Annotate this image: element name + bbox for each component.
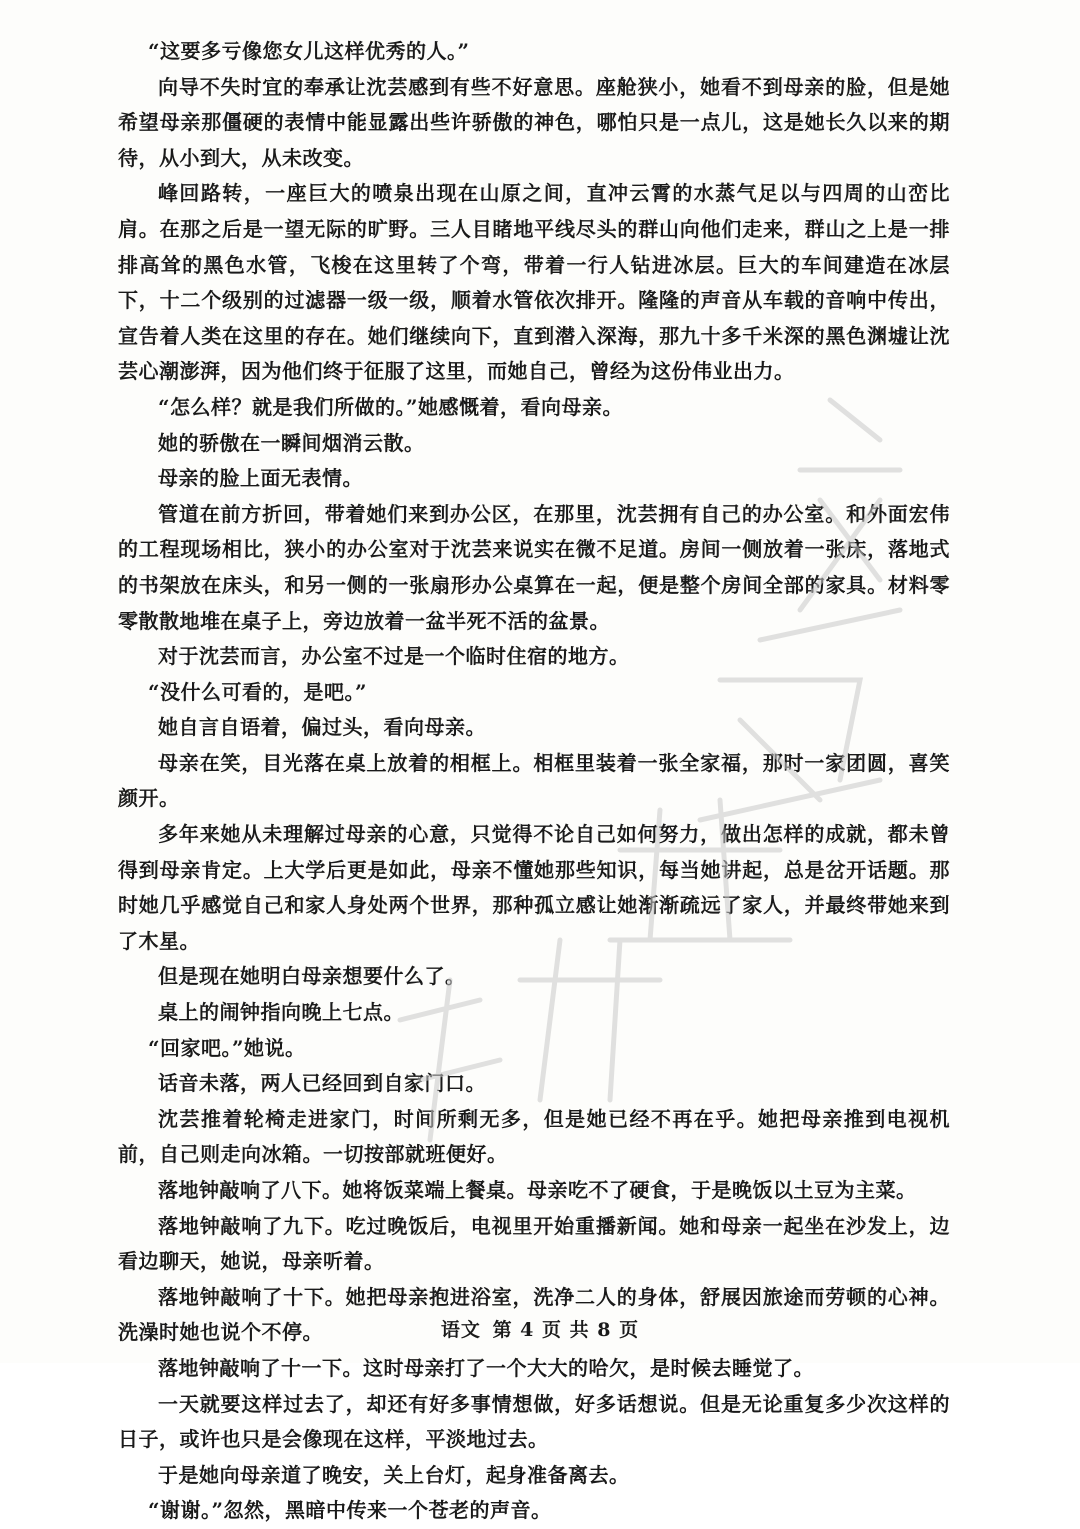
- paragraph: 母亲在笑，目光落在桌上放着的相框上。相框里装着一张全家福，那时一家团圆，喜笑颜开。: [118, 750, 950, 811]
- paragraph: 峰回路转，一座巨大的喷泉出现在山原之间，直冲云霄的水蒸气足以与四周的山峦比肩。在那之后是一望无际的旷野。三人目睹地平线尽头的群山向他们走来，群山之上是一排排高耸的黑色水管，飞梭在这里转了个弯，带着一行人钻进冰层。巨大的车间建造在冰层下，十二个级别的过滤器一级一级，顺着水管依次排开。隆隆的声音从车载的音响中传出，宣告着人类在这里的存在。她们继续向下，直到潜入深海，那九十多千米深的黑色渊墟让沈芸心潮澎湃，因为他们终于征服了这里，而她自己，曾经为这份伟业出力。: [118, 181, 950, 384]
- article-body: [118, 34, 950, 1529]
- paragraph: 一天就要这样过去了，却还有好多事情想做，好多话想说。但是无论重复多少次这样的日子，或许也只是会像现在这样，平淡地过去。: [118, 1391, 950, 1452]
- paragraph: “回家吧。”她说。: [148, 1035, 306, 1060]
- paragraph: “没什么可看的，是吧。”: [148, 679, 368, 704]
- paragraph: “这要多亏像您女儿这样优秀的人。”: [148, 39, 470, 63]
- paragraph: 落地钟敲响了十一下。这时母亲打了一个大大的哈欠，是时候去睡觉了。: [158, 1355, 814, 1380]
- paragraph: 落地钟敲响了十下。她把母亲抱进浴室，洗净二人的身体，舒展因旅途而劳顿的心神。洗澡时她也说个不停。: [118, 1284, 950, 1345]
- paragraph: 落地钟敲响了九下。吃过晚饭后，电视里开始重播新闻。她和母亲一起坐在沙发上，边看边聊天，她说，母亲听着。: [118, 1213, 950, 1274]
- paragraph: 向导不失时宜的奉承让沈芸感到有些不好意思。座舱狭小，她看不到母亲的脸，但是她希望母亲那僵硬的表情中能显露出些许骄傲的神色，哪怕只是一点儿，这是她长久以来的期待，从小到大，从未改变。: [118, 74, 950, 170]
- paragraph: 母亲的脸上面无表情。: [158, 466, 363, 491]
- paragraph: 管道在前方折回，带着她们来到办公区，在那里，沈芸拥有自己的办公室。和外面宏伟的工程现场相比，狭小的办公室对于沈芸来说实在微不足道。房间一侧放着一张床，落地式的书架放在床头，和另一侧的一张扇形办公桌算在一起，便是整个房间全部的家具。材料零零散散地堆在桌子上，旁边放着一盆半死不活的盆景。: [118, 501, 950, 633]
- paragraph: “谢谢。”忽然，黑暗中传来一个苍老的声音。: [148, 1498, 552, 1523]
- paragraph: 她的骄傲在一瞬间烟消云散。: [158, 430, 425, 455]
- paragraph: 多年来她从未理解过母亲的心意，只觉得不论自己如何努力，做出怎样的成就，都未曾得到母亲肯定。上大学后更是如此，母亲不懂她那些知识，每当她讲起，总是岔开话题。那时她几乎感觉自己和家人身处两个世界，那种孤立感让她渐渐疏远了家人，并最终带她来到了木星。: [118, 822, 950, 953]
- paragraph: 话音未落，两人已经回到自家门口。: [158, 1071, 486, 1096]
- paragraph: “怎么样？就是我们所做的。”她感慨着，看向母亲。: [158, 394, 624, 419]
- paragraph: 对于沈芸而言，办公室不过是一个临时住宿的地方。: [158, 644, 630, 669]
- paragraph: 于是她向母亲道了晚安，关上台灯，起身准备离去。: [158, 1462, 630, 1487]
- paragraph: 落地钟敲响了八下。她将饭菜端上餐桌。母亲吃不了硬食，于是晚饭以土豆为主菜。: [158, 1178, 917, 1202]
- paragraph: 桌上的闹钟指向晚上七点。: [158, 1000, 404, 1025]
- paragraph: 但是现在她明白母亲想要什么了。: [158, 964, 466, 989]
- footer-subject: 语文: [440, 1319, 481, 1341]
- paragraph: 沈芸推着轮椅走进家门，时间所剩无多，但是她已经不再在乎。她把母亲推到电视机前，自己则走向冰箱。一切按部就班便好。: [118, 1106, 950, 1167]
- footer-page-number: 第 4 页 共 8 页: [492, 1319, 640, 1341]
- page-footer: [0, 1315, 1080, 1342]
- paragraph: 她自言自语着，偏过头，看向母亲。: [158, 715, 486, 740]
